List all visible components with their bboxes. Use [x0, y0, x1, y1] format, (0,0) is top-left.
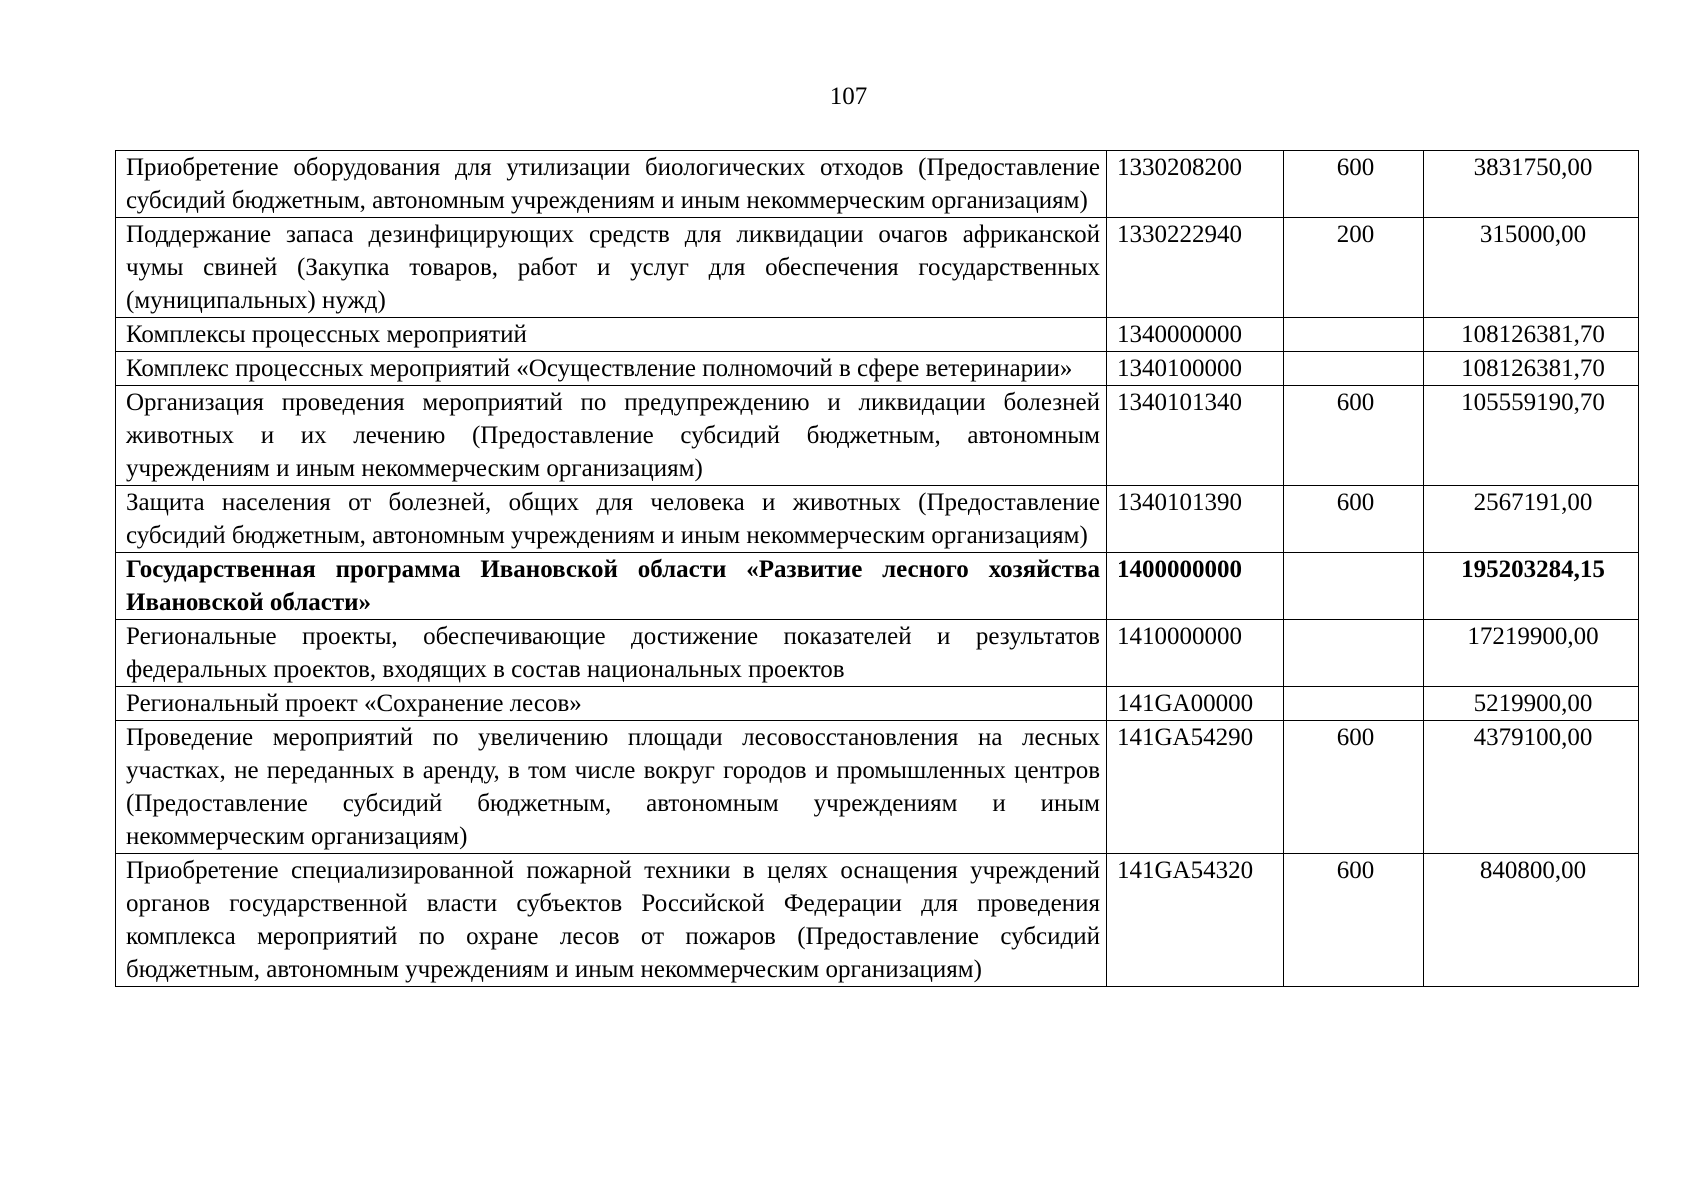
row-type-cell	[1284, 620, 1424, 687]
row-name-cell: Приобретение специализированной пожарной техники в целях оснащения учреждений органов государственной власти субъектов Российской Федерации для проведения комплекса мероприятий по охране лесов от пожаров (Предоставление субсидий бюджетным, автономным учреждениям и иным некоммерческим организациям)	[116, 854, 1107, 987]
row-type-cell	[1284, 318, 1424, 352]
row-name-cell: Региональный проект «Сохранение лесов»	[116, 687, 1107, 721]
row-name-cell: Региональные проекты, обеспечивающие достижение показателей и результатов федеральных проектов, входящих в состав национальных проектов	[116, 620, 1107, 687]
row-sum-cell: 840800,00	[1424, 854, 1639, 987]
row-type-cell: 600	[1284, 151, 1424, 218]
row-code-cell: 1340100000	[1107, 352, 1284, 386]
row-type-cell: 600	[1284, 854, 1424, 987]
table-row	[116, 352, 1639, 386]
table-row	[116, 687, 1639, 721]
row-code-cell: 1340000000	[1107, 318, 1284, 352]
row-name-cell: Организация проведения мероприятий по предупреждению и ликвидации болезней животных и их лечению (Предоставление субсидий бюджетным, автономным учреждениям и иным некоммерческим организациям)	[116, 386, 1107, 486]
table-row	[116, 721, 1639, 854]
row-sum-cell: 17219900,00	[1424, 620, 1639, 687]
row-type-cell: 600	[1284, 386, 1424, 486]
row-sum-cell: 105559190,70	[1424, 386, 1639, 486]
budget-table	[115, 150, 1639, 987]
row-code-cell: 1330208200	[1107, 151, 1284, 218]
row-code-cell: 1330222940	[1107, 218, 1284, 318]
row-code-cell: 1410000000	[1107, 620, 1284, 687]
page-number: 107	[829, 83, 868, 110]
table-row	[116, 620, 1639, 687]
row-name-cell: Защита населения от болезней, общих для человека и животных (Предоставление субсидий бюджетным, автономным учреждениям и иным некоммерческим организациям)	[116, 486, 1107, 553]
row-type-cell: 200	[1284, 218, 1424, 318]
row-sum-cell: 3831750,00	[1424, 151, 1639, 218]
row-name-cell: Проведение мероприятий по увеличению площади лесовосстановления на лесных участках, не переданных в аренду, в том числе вокруг городов и промышленных центров (Предоставление субсидий бюджетным, автономным учреждениям и иным некоммерческим организациям)	[116, 721, 1107, 854]
row-code-cell: 1340101390	[1107, 486, 1284, 553]
table-row-program-total	[116, 553, 1639, 620]
table-row	[116, 854, 1639, 987]
table-row	[116, 318, 1639, 352]
table-row	[116, 486, 1639, 553]
row-name-cell: Поддержание запаса дезинфицирующих средств для ликвидации очагов африканской чумы свиней (Закупка товаров, работ и услуг для обеспечения государственных (муниципальных) нужд)	[116, 218, 1107, 318]
table-row	[116, 386, 1639, 486]
row-sum-cell: 4379100,00	[1424, 721, 1639, 854]
row-code-cell: 141GA54290	[1107, 721, 1284, 854]
row-type-cell: 600	[1284, 721, 1424, 854]
row-code-cell: 1400000000	[1107, 553, 1284, 620]
row-name-cell: Комплексы процессных мероприятий	[116, 318, 1107, 352]
row-sum-cell: 195203284,15	[1424, 553, 1639, 620]
row-name-cell: Приобретение оборудования для утилизации биологических отходов (Предоставление субсидий бюджетным, автономным учреждениям и иным некоммерческим организациям)	[116, 151, 1107, 218]
row-sum-cell: 2567191,00	[1424, 486, 1639, 553]
row-name-cell: Комплекс процессных мероприятий «Осуществление полномочий в сфере ветеринарии»	[116, 352, 1107, 386]
row-type-cell	[1284, 553, 1424, 620]
row-code-cell: 141GA00000	[1107, 687, 1284, 721]
row-code-cell: 141GA54320	[1107, 854, 1284, 987]
row-type-cell	[1284, 352, 1424, 386]
row-sum-cell: 108126381,70	[1424, 318, 1639, 352]
row-sum-cell: 315000,00	[1424, 218, 1639, 318]
table-row	[116, 151, 1639, 218]
row-type-cell: 600	[1284, 486, 1424, 553]
row-code-cell: 1340101340	[1107, 386, 1284, 486]
table-row	[116, 218, 1639, 318]
row-type-cell	[1284, 687, 1424, 721]
row-sum-cell: 5219900,00	[1424, 687, 1639, 721]
row-name-cell: Государственная программа Ивановской области «Развитие лесного хозяйства Ивановской области»	[116, 553, 1107, 620]
row-sum-cell: 108126381,70	[1424, 352, 1639, 386]
